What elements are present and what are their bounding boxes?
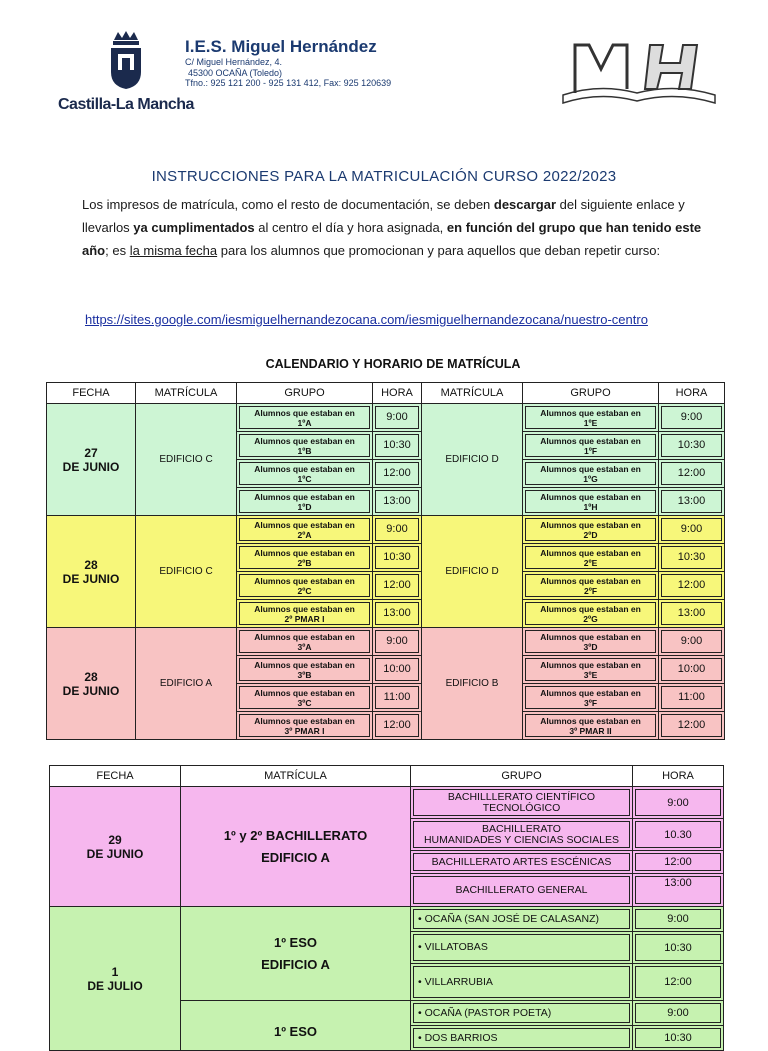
matricula-cell: 1º ESO — [181, 1001, 411, 1051]
group-cell: Alumnos que estaban en 2º PMAR I — [237, 600, 373, 628]
table-row — [50, 907, 724, 932]
group-cell: Alumnos que estaban en 2ºG — [523, 600, 659, 628]
school-address: C/ Miguel Hernández, 4. — [185, 57, 283, 67]
date-cell: 27 DE JUNIO — [47, 404, 136, 516]
building-cell: EDIFICIO C — [136, 516, 237, 628]
group-cell: Alumnos que estaban en 1ºF — [523, 432, 659, 460]
group-cell: Alumnos que estaban en 2ºE — [523, 544, 659, 572]
time-cell: 12:00 — [659, 460, 725, 488]
table-header-row: FECHA MATRÍCULA GRUPO HORA — [50, 766, 724, 787]
date-cell: 28 DE JUNIO — [47, 628, 136, 740]
time-cell: 11:00 — [659, 684, 725, 712]
school-phone: Tfno.: 925 121 200 - 925 131 412, Fax: 925 120639 — [185, 78, 392, 88]
group-cell: Alumnos que estaban en 2ºC — [237, 572, 373, 600]
time-cell: 12:00 — [373, 572, 422, 600]
group-cell: Alumnos que estaban en 3º PMAR II — [523, 712, 659, 740]
group-cell: Alumnos que estaban en 2ºB — [237, 544, 373, 572]
group-cell: Alumnos que estaban en 3ºD — [523, 628, 659, 656]
time-cell: 10:30 — [635, 934, 721, 961]
school-name: I.E.S. Miguel Hernández — [185, 37, 377, 56]
time-cell: 10:30 — [635, 1028, 721, 1048]
time-cell: 9:00 — [659, 404, 725, 432]
building-cell: EDIFICIO B — [422, 628, 523, 740]
building-cell: EDIFICIO C — [136, 404, 237, 516]
region-name: Castilla-La Mancha — [58, 96, 194, 113]
group-cell: BACHILLERATO GENERAL — [413, 876, 630, 904]
time-cell: 9:00 — [373, 628, 422, 656]
intro-paragraph: Los impresos de matrícula, como el resto de documentación, se deben descargar del siguiente enlace y llevarlos ya cumplimentados al centro el día y hora asignada, en función del grupo que han tenido este año; es la misma fecha para los alumnos que promocionan y para aquellos que deban repetir curso: — [82, 197, 702, 258]
group-cell: • OCAÑA (PASTOR POETA) — [413, 1003, 630, 1023]
group-cell: Alumnos que estaban en 2ºA — [237, 516, 373, 544]
matricula-cell: 1º ESO EDIFICIO A — [181, 907, 411, 1001]
time-cell: 9:00 — [635, 1003, 721, 1023]
group-cell: Alumnos que estaban en 2ºD — [523, 516, 659, 544]
table-row — [47, 404, 725, 432]
group-cell: • DOS BARRIOS — [413, 1028, 630, 1048]
group-cell: Alumnos que estaban en 1ºD — [237, 488, 373, 516]
building-cell: EDIFICIO D — [422, 404, 523, 516]
time-cell: 12:00 — [659, 572, 725, 600]
time-cell: 10:30 — [659, 544, 725, 572]
table-row — [47, 628, 725, 656]
crest-icon — [108, 30, 144, 90]
time-cell: 12:00 — [635, 966, 721, 998]
group-cell: • OCAÑA (SAN JOSÉ DE CALASANZ) — [413, 909, 630, 929]
group-cell: BACHILLERATO HUMANIDADES Y CIENCIAS SOCIALES — [413, 821, 630, 848]
group-cell: Alumnos que estaban en 3ºE — [523, 656, 659, 684]
time-cell: 10:00 — [659, 656, 725, 684]
matricula-cell: 1º y 2º BACHILLERATO EDIFICIO A — [181, 787, 411, 907]
time-cell: 13:00 — [635, 876, 721, 904]
building-cell: EDIFICIO A — [136, 628, 237, 740]
group-cell: BACHILLLERATO CIENTÍFICO TECNOLÓGICO — [413, 789, 630, 816]
time-cell: 9:00 — [635, 909, 721, 929]
enrollment-table-bach — [49, 765, 724, 1051]
group-cell: Alumnos que estaban en 1ºC — [237, 460, 373, 488]
calendar-title: CALENDARIO Y HORARIO DE MATRÍCULA — [265, 357, 521, 371]
group-cell: Alumnos que estaban en 3ºC — [237, 684, 373, 712]
table-row — [47, 516, 725, 544]
time-cell: 10:00 — [373, 656, 422, 684]
time-cell: 13:00 — [659, 488, 725, 516]
time-cell: 9:00 — [373, 516, 422, 544]
time-cell: 12:00 — [635, 853, 721, 871]
date-cell: 1 DE JULIO — [50, 907, 181, 1051]
group-cell: • VILLARRUBIA — [413, 966, 630, 998]
time-cell: 11:00 — [373, 684, 422, 712]
date-cell: 28 DE JUNIO — [47, 516, 136, 628]
time-cell: 12:00 — [373, 712, 422, 740]
enrollment-table-eso — [46, 382, 725, 740]
time-cell: 9:00 — [373, 404, 422, 432]
time-cell: 10:30 — [373, 432, 422, 460]
group-cell: Alumnos que estaban en 1ºA — [237, 404, 373, 432]
time-cell: 9:00 — [659, 628, 725, 656]
time-cell: 12:00 — [659, 712, 725, 740]
time-cell: 10:30 — [373, 544, 422, 572]
logo-text: MH — [605, 81, 607, 82]
school-city: 45300 OCAÑA (Toledo) — [188, 67, 283, 78]
group-cell: Alumnos que estaban en 1ºG — [523, 460, 659, 488]
group-cell: Alumnos que estaban en 3ºA — [237, 628, 373, 656]
group-cell: Alumnos que estaban en 3ºB — [237, 656, 373, 684]
time-cell: 9:00 — [635, 789, 721, 816]
download-link[interactable]: https://sites.google.com/iesmiguelhernandezocana.com/iesmiguelhernandezocana/nuestro-centro — [85, 312, 648, 327]
date-cell: 29 DE JUNIO — [50, 787, 181, 907]
group-cell: Alumnos que estaban en 2ºF — [523, 572, 659, 600]
school-logo-icon — [555, 33, 720, 108]
group-cell: • VILLATOBAS — [413, 934, 630, 961]
time-cell: 10.30 — [635, 821, 721, 848]
time-cell: 12:00 — [373, 460, 422, 488]
school-info — [185, 37, 391, 89]
table-header-row: FECHA MATRÍCULA GRUPO HORA MATRÍCULA GRUPO HORA — [47, 383, 725, 404]
group-cell: BACHILLERATO ARTES ESCÉNICAS — [413, 853, 630, 871]
region-logo — [56, 30, 206, 120]
time-cell: 13:00 — [373, 600, 422, 628]
time-cell: 13:00 — [373, 488, 422, 516]
group-cell: Alumnos que estaban en 1ºB — [237, 432, 373, 460]
group-cell: Alumnos que estaban en 1ºH — [523, 488, 659, 516]
group-cell: Alumnos que estaban en 3ºF — [523, 684, 659, 712]
time-cell: 13:00 — [659, 600, 725, 628]
time-cell: 9:00 — [659, 516, 725, 544]
group-cell: Alumnos que estaban en 3º PMAR I — [237, 712, 373, 740]
time-cell: 10:30 — [659, 432, 725, 460]
group-cell: Alumnos que estaban en 1ºE — [523, 404, 659, 432]
page-title: INSTRUCCIONES PARA LA MATRICULACIÓN CURSO 2022/2023 — [151, 168, 617, 185]
table-row — [50, 787, 724, 819]
building-cell: EDIFICIO D — [422, 516, 523, 628]
